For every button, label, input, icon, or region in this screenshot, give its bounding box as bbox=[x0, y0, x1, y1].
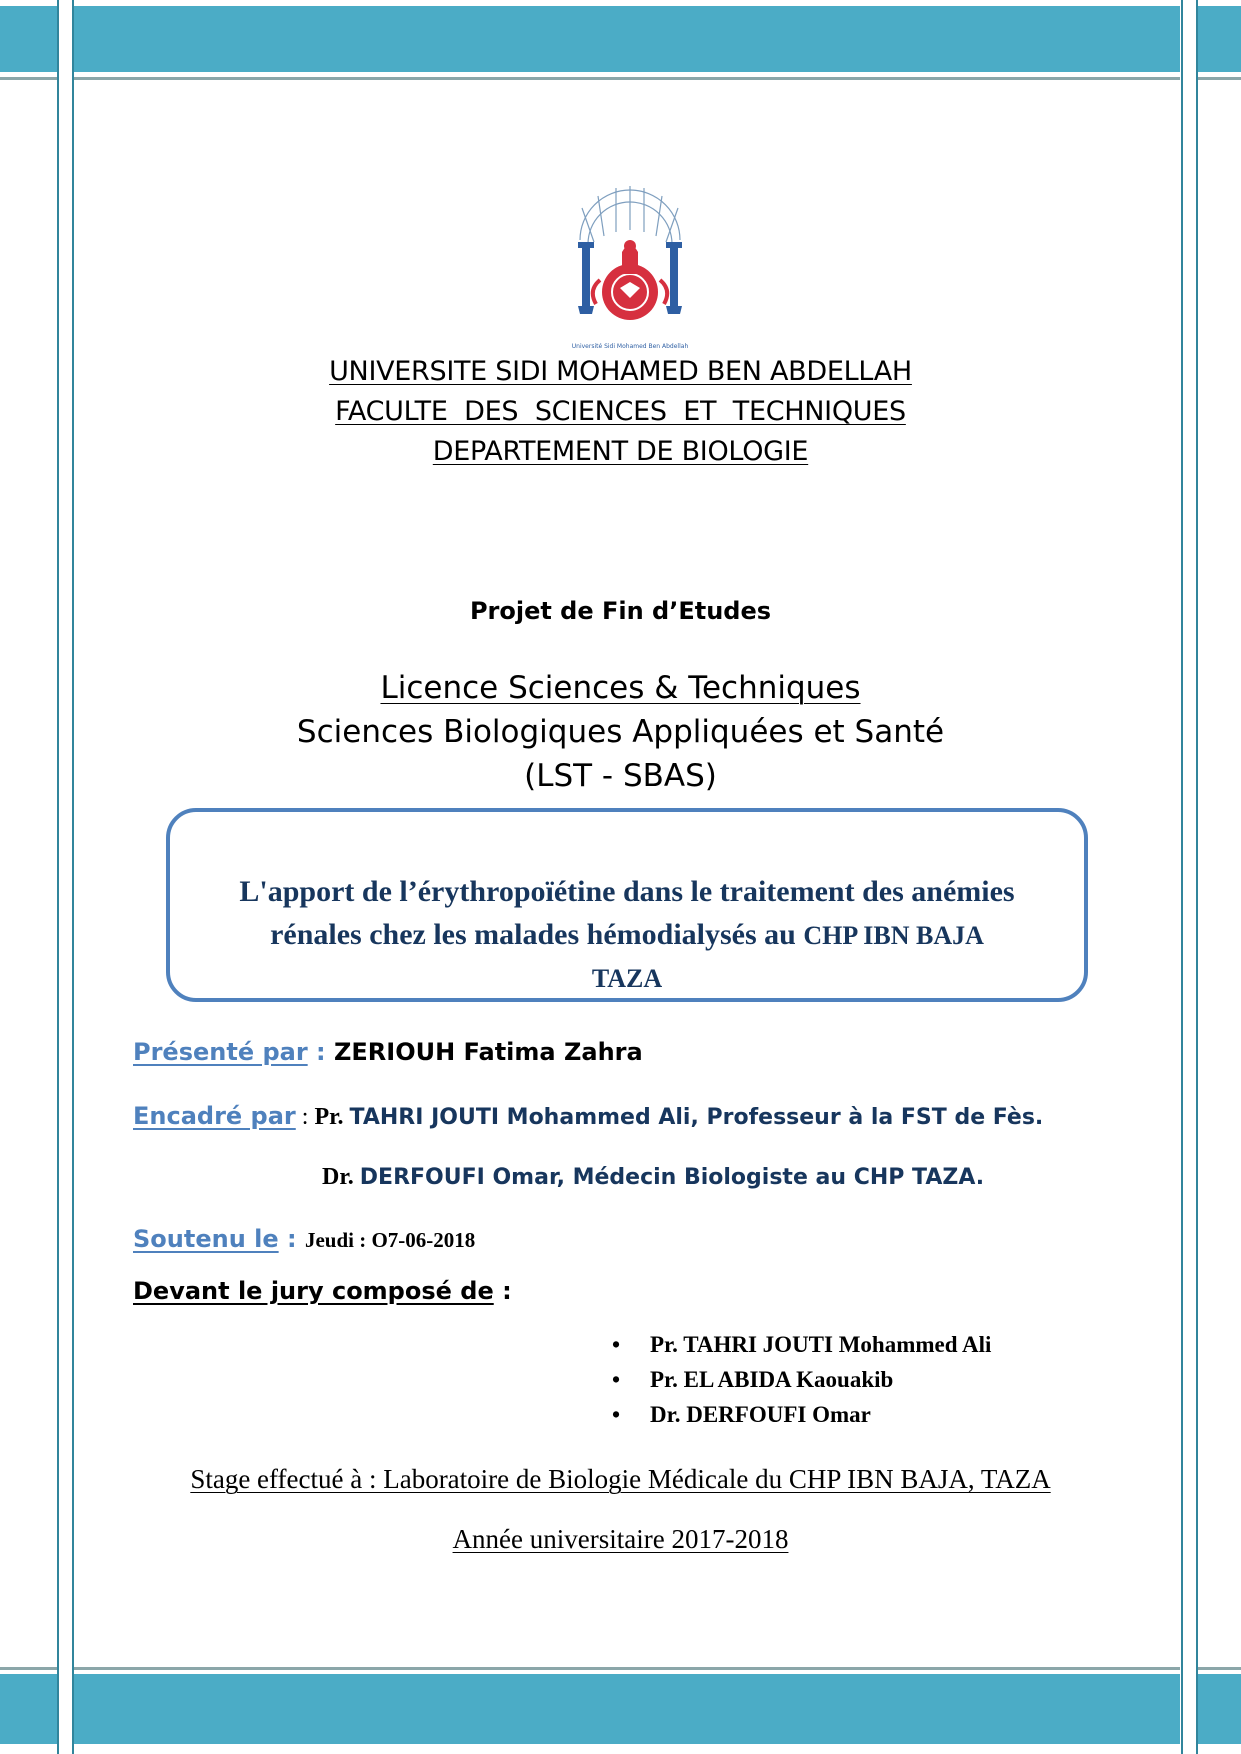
bottom-band bbox=[0, 1674, 1241, 1744]
thesis-title-hospital: CHP IBN BAJA bbox=[803, 921, 984, 950]
jury-member: • Dr. DERFOUFI Omar bbox=[612, 1397, 991, 1432]
logo-caption: Université Sidi Mohamed Ben Abdellah bbox=[571, 343, 689, 350]
defended-sep: : bbox=[278, 1225, 305, 1253]
jury-member: • Pr. TAHRI JOUTI Mohammed Ali bbox=[612, 1327, 991, 1362]
defended-row bbox=[133, 1225, 475, 1254]
top-band bbox=[0, 6, 1241, 72]
department-name: DEPARTEMENT DE BIOLOGIE bbox=[432, 436, 809, 467]
university-logo bbox=[560, 180, 700, 352]
project-type: Projet de Fin d’Etudes bbox=[469, 597, 772, 625]
top-rule bbox=[0, 77, 1241, 80]
academic-year: Année universitaire 2017-2018 bbox=[452, 1524, 789, 1554]
faculty-name: FACULTE DES SCIENCES ET TECHNIQUES bbox=[335, 396, 906, 427]
thesis-title-line2 bbox=[170, 913, 1084, 957]
logo-emblem-icon bbox=[560, 180, 700, 352]
program-acronym: (LST - SBAS) bbox=[524, 758, 717, 794]
jury-list bbox=[612, 1327, 991, 1432]
supervised-by-row bbox=[133, 1102, 1043, 1131]
supervisor1-title: Pr. bbox=[314, 1104, 350, 1130]
program-block bbox=[0, 666, 1241, 798]
supervisor2-row bbox=[322, 1164, 984, 1191]
presented-by-sep: : bbox=[307, 1038, 334, 1066]
supervised-by-label: Encadré par bbox=[133, 1102, 296, 1130]
presented-by-row bbox=[133, 1038, 643, 1067]
thesis-title-line2-text: rénales chez les malades hémodialysés au bbox=[270, 918, 804, 951]
licence-title: Licence Sciences & Techniques bbox=[380, 670, 861, 706]
presented-by-label: Présenté par bbox=[133, 1038, 308, 1066]
internship-line bbox=[0, 1464, 1241, 1495]
defended-label: Soutenu le bbox=[133, 1225, 279, 1253]
jury-label: Devant le jury composé de bbox=[133, 1277, 494, 1305]
academic-year-line bbox=[0, 1524, 1241, 1555]
jury-sep: : bbox=[493, 1277, 512, 1305]
internship-text: Stage effectué à : Laboratoire de Biologie Médicale du CHP IBN BAJA, TAZA bbox=[190, 1464, 1051, 1494]
supervisor1-name: TAHRI JOUTI Mohammed Ali, Professeur à la FST de Fès. bbox=[349, 1105, 1044, 1130]
supervisor2-title: Dr. bbox=[322, 1164, 360, 1190]
bottom-rule bbox=[0, 1667, 1241, 1670]
student-name: ZERIOUH Fatima Zahra bbox=[333, 1038, 643, 1066]
specialty-title: Sciences Biologiques Appliquées et Santé bbox=[296, 714, 945, 750]
jury-row bbox=[133, 1277, 512, 1306]
jury-member: • Pr. EL ABIDA Kaouakib bbox=[612, 1362, 991, 1397]
institution-header bbox=[0, 352, 1241, 472]
supervised-by-sep: : bbox=[295, 1104, 315, 1130]
supervisor2-name: DERFOUFI Omar, Médecin Biologiste au CHP TAZA. bbox=[359, 1165, 985, 1190]
university-name: UNIVERSITE SIDI MOHAMED BEN ABDELLAH bbox=[329, 356, 912, 387]
thesis-title-box bbox=[166, 808, 1088, 1002]
thesis-title-line1: L'apport de l’érythropoïétine dans le traitement des anémies bbox=[239, 875, 1015, 908]
defense-date: Jeudi : O7-06-2018 bbox=[304, 1228, 476, 1252]
thesis-title-line3: TAZA bbox=[591, 964, 663, 993]
